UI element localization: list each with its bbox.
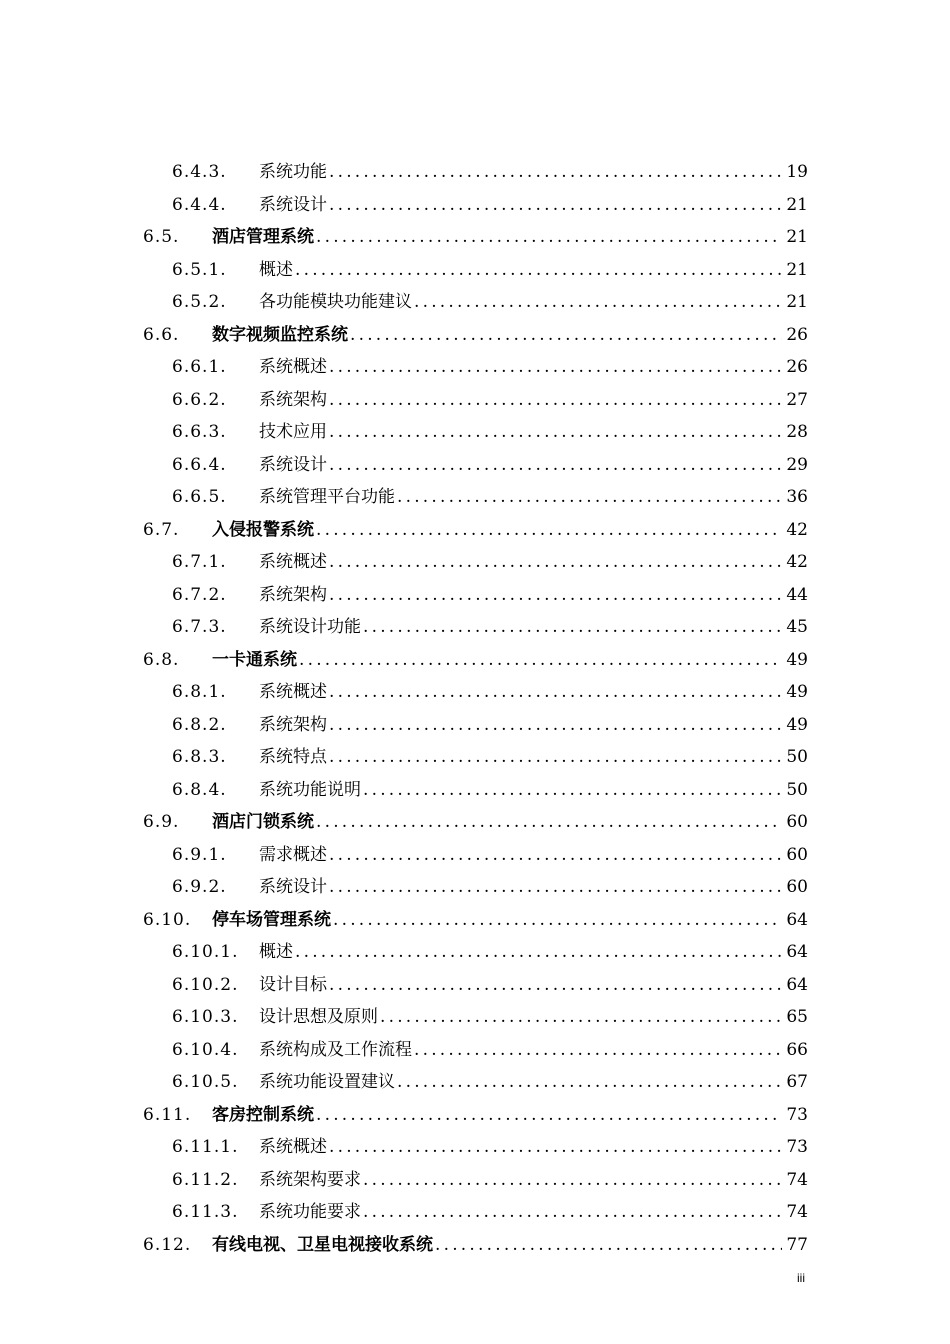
toc-entry-number: 6.4.4. [172,194,227,215]
toc-entry-number: 6.9.1. [172,844,227,865]
toc-entry-number: 6.11.3. [172,1202,239,1222]
toc-entry-page: 26 [786,357,808,377]
toc-entry-page: 49 [786,682,808,702]
toc-dot-leader [295,254,782,287]
toc-dot-leader [329,384,782,417]
toc-entry[interactable] [172,416,808,449]
toc-entry[interactable] [143,514,808,547]
toc-entry-number: 6.7. [143,519,180,540]
toc-entry[interactable] [172,1066,808,1099]
toc-entry[interactable] [172,871,808,904]
toc-entry[interactable] [143,904,808,937]
toc-entry-number: 6.11.2. [172,1169,239,1190]
toc-dot-leader [329,449,782,482]
toc-dot-leader [363,1196,782,1229]
toc-entry-page: 66 [786,1039,808,1060]
toc-entry[interactable] [172,839,808,872]
toc-entry[interactable] [172,676,808,709]
toc-entry[interactable] [143,644,808,677]
toc-dot-leader [363,774,782,807]
toc-entry-page: 60 [786,844,808,865]
toc-entry[interactable] [172,611,808,644]
toc-entry-page: 49 [786,714,808,735]
toc-entry-title: 酒店门锁系统 [212,812,314,832]
toc-entry-page: 67 [786,1072,808,1092]
toc-entry-title: 系统设计 [259,194,327,215]
toc-entry-title: 系统构成及工作流程 [259,1039,412,1060]
toc-entry-title: 系统管理平台功能 [259,487,395,507]
toc-entry-page: 26 [786,324,808,345]
toc-entry-title: 酒店管理系统 [212,227,314,247]
toc-entry-title: 设计思想及原则 [259,1007,378,1027]
toc-entry-title: 设计目标 [259,974,327,995]
toc-entry[interactable] [172,969,808,1002]
toc-entry[interactable] [172,1131,808,1164]
toc-entry-number: 6.7.2. [172,584,227,605]
toc-dot-leader [329,839,782,872]
toc-entry[interactable] [143,319,808,352]
toc-entry-title: 系统概述 [259,357,327,377]
toc-entry[interactable] [172,709,808,742]
toc-dot-leader [329,676,782,709]
toc-entry-number: 6.5.2. [172,292,227,312]
toc-entry-number: 6.10. [143,909,192,930]
toc-entry[interactable] [172,384,808,417]
toc-dot-leader [329,579,782,612]
toc-entry-number: 6.4.3. [172,162,227,182]
toc-entry[interactable] [172,254,808,287]
toc-dot-leader [316,806,782,839]
toc-entry-number: 6.8.3. [172,747,227,767]
toc-dot-leader [380,1001,782,1034]
toc-entry-number: 6.10.1. [172,942,239,962]
toc-entry-page: 77 [786,1234,808,1255]
toc-entry-page: 21 [786,194,808,215]
toc-entry-page: 60 [786,812,808,832]
toc-entry-title: 数字视频监控系统 [212,324,348,345]
toc-entry[interactable] [143,806,808,839]
toc-entry[interactable] [172,449,808,482]
toc-dot-leader [363,611,782,644]
toc-entry-page: 21 [786,292,808,312]
toc-entry-number: 6.7.3. [172,617,227,637]
toc-entry[interactable] [172,741,808,774]
toc-entry-title: 系统设计 [259,877,327,897]
toc-entry-title: 系统概述 [259,682,327,702]
toc-dot-leader [333,904,782,937]
toc-entry-page: 64 [786,942,808,962]
toc-entry-title: 系统功能要求 [259,1202,361,1222]
toc-entry-page: 29 [786,454,808,475]
toc-entry-number: 6.10.2. [172,974,239,995]
toc-entry-title: 系统概述 [259,1137,327,1157]
toc-entry[interactable] [172,481,808,514]
toc-dot-leader [397,1066,782,1099]
toc-dot-leader [363,1164,782,1197]
toc-dot-leader [329,741,782,774]
toc-entry-number: 6.6.2. [172,389,227,410]
toc-dot-leader [414,1034,782,1067]
toc-dot-leader [316,1099,782,1132]
toc-dot-leader [316,514,782,547]
toc-entry-title: 系统架构要求 [259,1169,361,1190]
toc-entry-page: 73 [786,1104,808,1125]
toc-entry-title: 系统架构 [259,584,327,605]
toc-entry[interactable] [172,774,808,807]
toc-entry-number: 6.5.1. [172,259,227,280]
toc-entry-page: 74 [786,1169,808,1190]
toc-entry-title: 系统架构 [259,714,327,735]
page-number: iii [797,1271,805,1285]
toc-entry-page: 65 [786,1007,808,1027]
toc-entry-title: 概述 [259,942,293,962]
toc-entry-number: 6.8.2. [172,714,227,735]
toc-entry-number: 6.5. [143,227,180,247]
toc-entry-title: 客房控制系统 [212,1104,314,1125]
toc-dot-leader [329,189,782,222]
toc-dot-leader [414,286,782,319]
toc-entry-page: 21 [786,227,808,247]
toc-entry-number: 6.6.4. [172,454,227,475]
toc-entry-number: 6.11. [143,1104,192,1125]
toc-entry[interactable] [143,1099,808,1132]
toc-entry-page: 50 [786,779,808,800]
toc-dot-leader [329,871,782,904]
toc-entry-page: 21 [786,259,808,280]
toc-entry-title: 系统架构 [259,389,327,410]
toc-entry-page: 45 [786,617,808,637]
toc-entry-page: 73 [786,1137,808,1157]
toc-entry[interactable] [172,351,808,384]
toc-dot-leader [435,1229,782,1262]
toc-entry-page: 36 [786,487,808,507]
toc-entry-title: 停车场管理系统 [212,909,331,930]
toc-entry-title: 系统设计 [259,454,327,475]
toc-entry-page: 44 [786,584,808,605]
toc-entry-page: 28 [786,422,808,442]
toc-entry-title: 各功能模块功能建议 [259,292,412,312]
toc-entry[interactable] [172,579,808,612]
toc-entry-number: 6.12. [143,1234,192,1255]
toc-entry[interactable] [172,546,808,579]
toc-entry-title: 概述 [259,259,293,280]
toc-entry[interactable] [143,221,808,254]
toc-entry-number: 6.10.4. [172,1039,239,1060]
toc-entry[interactable] [172,1196,808,1229]
toc-entry-number: 6.8. [143,649,180,670]
toc-dot-leader [329,969,782,1002]
toc-entry-number: 6.6.3. [172,422,227,442]
toc-entry-page: 19 [786,162,808,182]
toc-entry-title: 系统特点 [259,747,327,767]
toc-dot-leader [329,156,782,189]
toc-entry-title: 一卡通系统 [212,649,297,670]
toc-entry-page: 60 [786,877,808,897]
toc-dot-leader [329,351,782,384]
toc-entry-title: 系统功能 [259,162,327,182]
toc-dot-leader [295,936,782,969]
toc-dot-leader [329,416,782,449]
toc-entry-title: 系统概述 [259,552,327,572]
toc-entry-title: 需求概述 [259,844,327,865]
toc-entry-title: 系统功能设置建议 [259,1072,395,1092]
toc-entry[interactable] [143,1229,808,1262]
toc-entry-title: 有线电视、卫星电视接收系统 [212,1234,433,1255]
toc-entry[interactable] [172,1034,808,1067]
toc-entry[interactable] [172,156,808,189]
toc-dot-leader [299,644,782,677]
toc-entry-number: 6.10.5. [172,1072,239,1092]
toc-entry-page: 49 [786,649,808,670]
toc-entry[interactable] [172,1164,808,1197]
toc-dot-leader [329,546,782,579]
toc-entry-number: 6.6.1. [172,357,227,377]
toc-entry-title: 系统设计功能 [259,617,361,637]
toc-dot-leader [329,709,782,742]
toc-entry-page: 27 [786,389,808,410]
toc-entry-page: 42 [786,519,808,540]
toc-dot-leader [397,481,782,514]
toc-entry-page: 74 [786,1202,808,1222]
toc-entry-title: 系统功能说明 [259,779,361,800]
toc-entry-title: 技术应用 [259,422,327,442]
toc-entry[interactable] [172,1001,808,1034]
toc-entry-number: 6.8.1. [172,682,227,702]
toc-entry-number: 6.6.5. [172,487,227,507]
toc-entry-number: 6.6. [143,324,180,345]
toc-dot-leader [329,1131,782,1164]
toc-dot-leader [316,221,782,254]
toc-entry-page: 64 [786,909,808,930]
toc-entry-number: 6.8.4. [172,779,227,800]
toc-entry-number: 6.9. [143,812,180,832]
toc-dot-leader [350,319,782,352]
toc-entry-number: 6.10.3. [172,1007,239,1027]
toc-entry-number: 6.9.2. [172,877,227,897]
toc-entry[interactable] [172,936,808,969]
toc-entry-page: 50 [786,747,808,767]
toc-entry[interactable] [172,189,808,222]
toc-entry-number: 6.11.1. [172,1137,239,1157]
toc-entry[interactable] [172,286,808,319]
toc-entry-page: 42 [786,552,808,572]
toc-entry-page: 64 [786,974,808,995]
toc-entry-title: 入侵报警系统 [212,519,314,540]
toc-entry-number: 6.7.1. [172,552,227,572]
